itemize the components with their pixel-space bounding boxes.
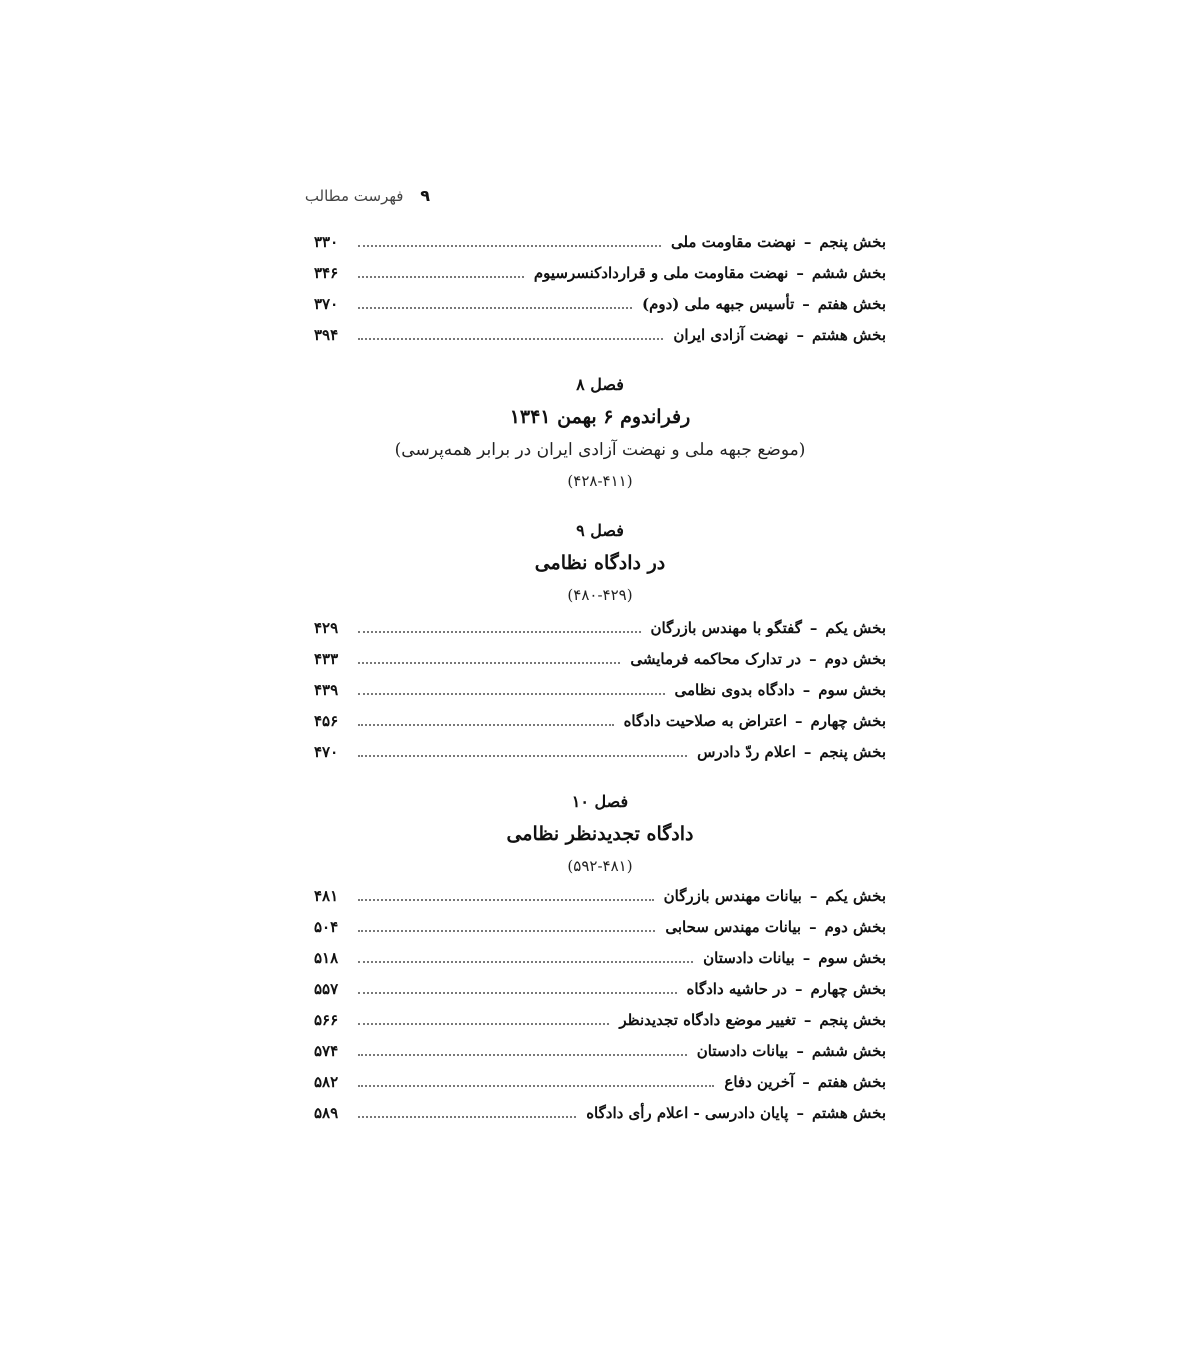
toc-page-number: ۴۷۰ [314,742,339,761]
toc-title: اعتراض به صلاحیت دادگاه [623,711,787,730]
page-number: ۹ [420,186,430,205]
toc-leader [358,276,524,278]
toc-group-2 [314,612,886,767]
toc-row[interactable] [314,1004,886,1035]
toc-section: بخش پنجم [819,1010,886,1029]
toc-row[interactable] [314,942,886,973]
toc-page-number: ۴۲۹ [314,618,339,637]
toc-dash: – [796,1103,804,1122]
toc-dash: – [802,680,811,699]
toc-section: بخش دوم [824,917,886,936]
toc-leader [358,307,632,309]
toc-title: بیانات مهندس سحابی [665,917,802,936]
toc-title: گفتگو با مهندس بازرگان [650,618,802,637]
chapter-title: رفراندوم ۶ بهمن ۱۳۴۱ [509,406,691,428]
toc-page-number: ۳۳۰ [314,232,339,251]
chapter-title: در دادگاه نظامی [534,552,666,574]
toc-page-number: ۴۳۳ [314,649,339,668]
toc-dash: – [803,742,812,761]
toc-page-number: ۴۳۹ [314,680,339,699]
toc-row[interactable] [314,226,886,257]
toc-dash: – [809,618,818,637]
toc-dash: – [809,886,818,905]
toc-leader [358,724,614,726]
toc-dash: – [803,1010,812,1029]
toc-page-number: ۵۷۴ [314,1041,339,1060]
toc-dash: – [809,649,817,668]
running-head [230,186,430,205]
toc-row[interactable] [314,705,886,736]
toc-section: بخش هفتم [817,294,886,313]
chapter-8-heading [314,370,886,496]
chapter-label: فصل ۱۰ [571,792,629,811]
toc-row[interactable] [314,1035,886,1066]
toc-page-number: ۵۸۹ [314,1103,339,1122]
toc-section: بخش پنجم [819,232,886,251]
toc-page-number: ۵۱۸ [314,948,339,967]
toc-title: بیانات دادستان [696,1041,789,1060]
toc-title: آخرین دفاع [724,1072,795,1091]
toc-row[interactable] [314,288,886,319]
toc-section: بخش پنجم [819,742,886,761]
toc-leader [358,662,620,664]
toc-page-number: ۳۹۴ [314,325,339,344]
toc-title: نهضت آزادی ایران [673,325,789,344]
toc-leader [358,899,654,901]
toc-title: در تدارک محاکمه فرمایشی [630,649,802,668]
toc-group-1 [314,226,886,350]
toc-dash: – [796,1041,804,1060]
toc-row[interactable] [314,911,886,942]
toc-leader [358,1054,687,1056]
chapter-title: دادگاه تجدیدنظر نظامی [506,823,694,845]
toc-leader [358,631,641,633]
toc-section: بخش چهارم [810,711,886,730]
toc-section: بخش یکم [825,618,886,637]
toc-title: در حاشیه دادگاه [686,979,787,998]
toc-section: بخش سوم [818,680,886,699]
toc-dash: – [795,711,803,730]
toc-section: بخش دوم [824,649,886,668]
chapter-10-heading [314,787,886,881]
toc-page-number: ۳۴۶ [314,263,339,282]
toc-section: بخش چهارم [810,979,886,998]
toc-leader [358,1085,714,1087]
toc-page-number: ۳۷۰ [314,294,339,313]
toc-row[interactable] [314,736,886,767]
toc-title: پایان دادرسی - اعلام رأی دادگاه [586,1103,789,1122]
toc-leader [358,961,693,963]
toc-row[interactable] [314,257,886,288]
toc-page-number: ۵۶۶ [314,1010,339,1029]
toc-section: بخش سوم [818,948,886,967]
chapter-page-range: (۵۹۲-۴۸۱) [567,857,633,875]
toc-leader [358,1023,609,1025]
toc-row[interactable] [314,1097,886,1128]
toc-dash: – [802,1072,810,1091]
toc-leader [358,245,661,247]
toc-page-number: ۴۵۶ [314,711,339,730]
toc-title: بیانات مهندس بازرگان [663,886,802,905]
toc-dash: – [796,263,804,282]
toc-dash: – [802,948,811,967]
running-head-title: فهرست مطالب [304,187,404,205]
toc-title: بیانات دادستان [703,948,795,967]
toc-leader [358,1116,576,1118]
chapter-subtitle: (موضع جبهه ملی و نهضت آزادی ایران در برابر همه‌پرسی) [394,440,806,460]
toc-leader [358,755,687,757]
toc-dash: – [795,979,803,998]
toc-dash: – [803,232,812,251]
toc-leader [358,992,677,994]
chapter-label: فصل ۸ [576,375,624,394]
toc-title: تأسیس جبهه ملی (دوم) [641,294,795,313]
toc-page-number: ۵۸۲ [314,1072,339,1091]
toc-row[interactable] [314,880,886,911]
toc-leader [358,693,665,695]
toc-section: بخش یکم [825,886,886,905]
toc-title: نهضت مقاومت ملی و قراردادکنسرسیوم [533,263,789,282]
toc-group-3 [314,880,886,1128]
toc-dash: – [802,294,810,313]
toc-row[interactable] [314,1066,886,1097]
toc-section: بخش ششم [811,1041,886,1060]
toc-row[interactable] [314,674,886,705]
toc-title: تغییر موضع دادگاه تجدیدنظر [619,1010,796,1029]
toc-dash: – [796,325,804,344]
toc-leader [358,338,663,340]
toc-row[interactable] [314,643,886,674]
chapter-page-range: (۴۸۰-۴۲۹) [567,586,633,604]
toc-title: اعلام ردّ دادرس [697,742,796,761]
toc-row[interactable] [314,973,886,1004]
toc-section: بخش هشتم [811,325,886,344]
toc-page-number: ۴۸۱ [314,886,339,905]
chapter-page-range: (۴۲۸-۴۱۱) [567,472,633,490]
toc-page-number: ۵۰۴ [314,917,339,936]
toc-title: نهضت مقاومت ملی [670,232,796,251]
toc-section: بخش ششم [811,263,886,282]
toc-title: دادگاه بدوی نظامی [674,680,795,699]
toc-page-number: ۵۵۷ [314,979,339,998]
toc-row[interactable] [314,319,886,350]
toc-section: بخش هفتم [817,1072,886,1091]
toc-section: بخش هشتم [811,1103,886,1122]
toc-dash: – [809,917,817,936]
chapter-label: فصل ۹ [576,521,624,540]
toc-leader [358,930,655,932]
chapter-9-heading [314,516,886,610]
toc-row[interactable] [314,612,886,643]
